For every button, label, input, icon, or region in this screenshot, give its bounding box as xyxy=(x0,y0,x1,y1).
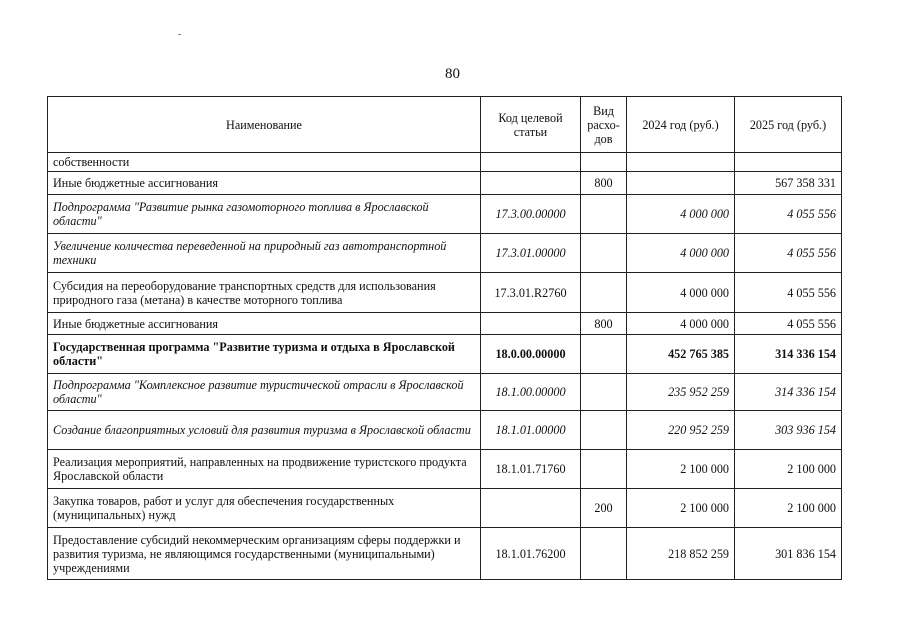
cell-y2025: 2 100 000 xyxy=(735,450,842,489)
cell-y2025: 4 055 556 xyxy=(735,234,842,273)
cell-name: Государственная программа "Развитие туризма и отдыха в Ярославской области" xyxy=(48,335,481,374)
cell-y2025: 301 836 154 xyxy=(735,528,842,580)
cell-y2024: 220 952 259 xyxy=(627,411,735,450)
cell-kind xyxy=(581,335,627,374)
cell-y2024: 4 000 000 xyxy=(627,273,735,313)
table-row xyxy=(48,273,842,313)
cell-name: Закупка товаров, работ и услуг для обеспечения государственных (муниципальных) нужд xyxy=(48,489,481,528)
cell-code: 17.3.01.00000 xyxy=(481,234,581,273)
cell-code xyxy=(481,313,581,335)
cell-name: Предоставление субсидий некоммерческим организациям сферы поддержки и развития туризма, не являющимся государственными (муниципальными) учреждениями xyxy=(48,528,481,580)
cell-name: Увеличение количества переведенной на природный газ автотранспортной техники xyxy=(48,234,481,273)
cell-y2024: 4 000 000 xyxy=(627,313,735,335)
table-row xyxy=(48,313,842,335)
cell-kind xyxy=(581,234,627,273)
table-row xyxy=(48,528,842,580)
header-code: Код целевой статьи xyxy=(481,97,581,153)
header-row xyxy=(48,97,842,153)
cell-y2024: 2 100 000 xyxy=(627,450,735,489)
header-kind: Вид расхо-дов xyxy=(581,97,627,153)
cell-code: 18.1.01.00000 xyxy=(481,411,581,450)
cell-code: 17.3.00.00000 xyxy=(481,195,581,234)
cell-y2025: 2 100 000 xyxy=(735,489,842,528)
table-body xyxy=(48,153,842,580)
cell-kind xyxy=(581,450,627,489)
cell-name: Субсидия на переоборудование транспортных средств для использования природного газа (метана) в качестве моторного топлива xyxy=(48,273,481,313)
header-2024: 2024 год (руб.) xyxy=(627,97,735,153)
cell-code: 18.1.01.71760 xyxy=(481,450,581,489)
cell-name: Подпрограмма "Комплексное развитие туристической отрасли в Ярославской области" xyxy=(48,374,481,411)
cell-y2024 xyxy=(627,172,735,195)
cell-kind: 800 xyxy=(581,172,627,195)
cell-name: Иные бюджетные ассигнования xyxy=(48,313,481,335)
table-row xyxy=(48,195,842,234)
cell-kind xyxy=(581,273,627,313)
header-name: Наименование xyxy=(48,97,481,153)
cell-y2025: 314 336 154 xyxy=(735,374,842,411)
cell-kind xyxy=(581,374,627,411)
cell-y2025: 567 358 331 xyxy=(735,172,842,195)
cell-y2025: 314 336 154 xyxy=(735,335,842,374)
cell-name: собственности xyxy=(48,153,481,172)
cell-code: 18.1.01.76200 xyxy=(481,528,581,580)
budget-table xyxy=(47,96,842,580)
header-2025: 2025 год (руб.) xyxy=(735,97,842,153)
cell-kind xyxy=(581,411,627,450)
cell-kind: 200 xyxy=(581,489,627,528)
cell-kind xyxy=(581,528,627,580)
cell-y2024: 218 852 259 xyxy=(627,528,735,580)
cell-y2024 xyxy=(627,153,735,172)
table-row xyxy=(48,374,842,411)
cell-y2025: 4 055 556 xyxy=(735,273,842,313)
cell-code xyxy=(481,172,581,195)
table-row xyxy=(48,411,842,450)
cell-y2024: 4 000 000 xyxy=(627,195,735,234)
cell-y2024: 452 765 385 xyxy=(627,335,735,374)
cell-kind xyxy=(581,195,627,234)
cell-kind xyxy=(581,153,627,172)
cell-name: Иные бюджетные ассигнования xyxy=(48,172,481,195)
cell-code: 18.1.00.00000 xyxy=(481,374,581,411)
cell-code: 17.3.01.R2760 xyxy=(481,273,581,313)
cell-y2024: 235 952 259 xyxy=(627,374,735,411)
table-row xyxy=(48,172,842,195)
cell-code xyxy=(481,489,581,528)
table-row xyxy=(48,153,842,172)
page-number: 80 xyxy=(445,66,460,82)
cell-code: 18.0.00.00000 xyxy=(481,335,581,374)
table-row xyxy=(48,234,842,273)
cell-y2025 xyxy=(735,153,842,172)
cell-y2024: 4 000 000 xyxy=(627,234,735,273)
table-row xyxy=(48,450,842,489)
cell-name: Реализация мероприятий, направленных на продвижение туристского продукта Ярославской области xyxy=(48,450,481,489)
cell-y2025: 4 055 556 xyxy=(735,313,842,335)
cell-y2025: 303 936 154 xyxy=(735,411,842,450)
table-row xyxy=(48,335,842,374)
cell-code xyxy=(481,153,581,172)
scan-speck xyxy=(178,34,181,35)
cell-kind: 800 xyxy=(581,313,627,335)
cell-y2025: 4 055 556 xyxy=(735,195,842,234)
cell-y2024: 2 100 000 xyxy=(627,489,735,528)
cell-name: Подпрограмма "Развитие рынка газомоторного топлива в Ярославской области" xyxy=(48,195,481,234)
cell-name: Создание благоприятных условий для развития туризма в Ярославской области xyxy=(48,411,481,450)
table-row xyxy=(48,489,842,528)
